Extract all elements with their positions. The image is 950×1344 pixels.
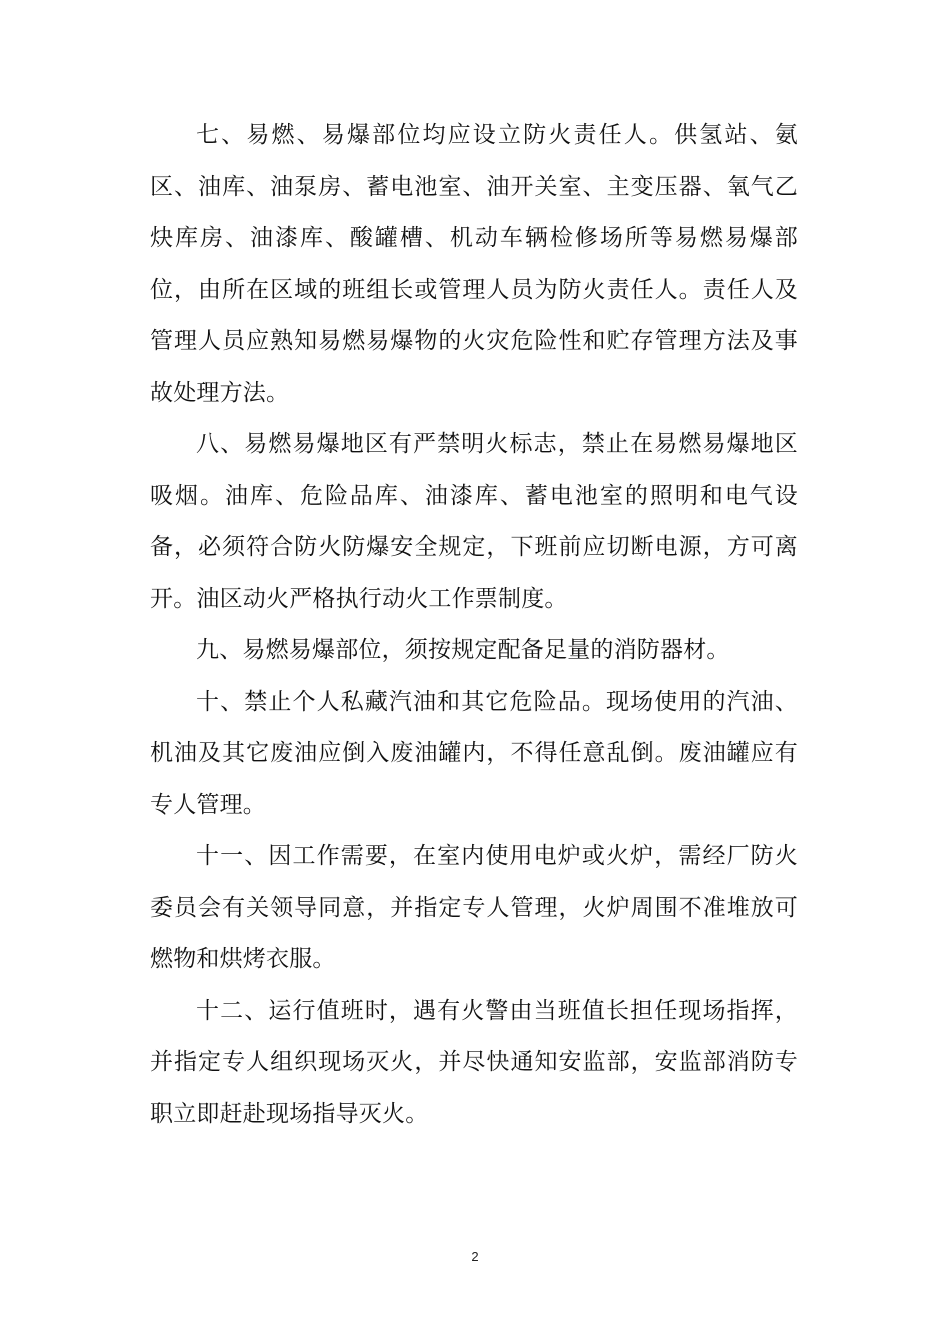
paragraph-11: 十一、因工作需要，在室内使用电炉或火炉，需经厂防火委员会有关领导同意，并指定专人管理，火炉周围不准堆放可燃物和烘烤衣服。 xyxy=(150,843,798,972)
paragraph-12: 十二、运行值班时，遇有火警由当班值长担任现场指挥，并指定专人组织现场灭火，并尽快通知安监部，安监部消防专职立即赶赴现场指导灭火。 xyxy=(150,997,798,1127)
paragraph-7: 七、易燃、易爆部位均应设立防火责任人。供氢站、氨区、油库、油泵房、蓄电池室、油开关室、主变压器、氧气乙炔库房、油漆库、酸罐槽、机动车辆检修场所等易燃易爆部位，由所在区域的班组长或管理人员为防火责任人。责任人及管理人员应熟知易燃易爆物的火灾危险性和贮存管理方法及事故处理方法。 xyxy=(150,122,798,406)
paragraph-8: 八、易燃易爆地区有严禁明火标志，禁止在易燃易爆地区吸烟。油库、危险品库、油漆库、蓄电池室的照明和电气设备，必须符合防火防爆安全规定，下班前应切断电源，方可离开。油区动火严格执行动火工作票制度。 xyxy=(150,431,798,612)
document-body xyxy=(150,110,798,1140)
paragraph-9: 九、易燃易爆部位，须按规定配备足量的消防器材。 xyxy=(196,637,730,663)
page-number: 2 xyxy=(471,1249,479,1264)
paragraph-10: 十、禁止个人私藏汽油和其它危险品。现场使用的汽油、机油及其它废油应倒入废油罐内，不得任意乱倒。废油罐应有专人管理。 xyxy=(150,688,798,818)
